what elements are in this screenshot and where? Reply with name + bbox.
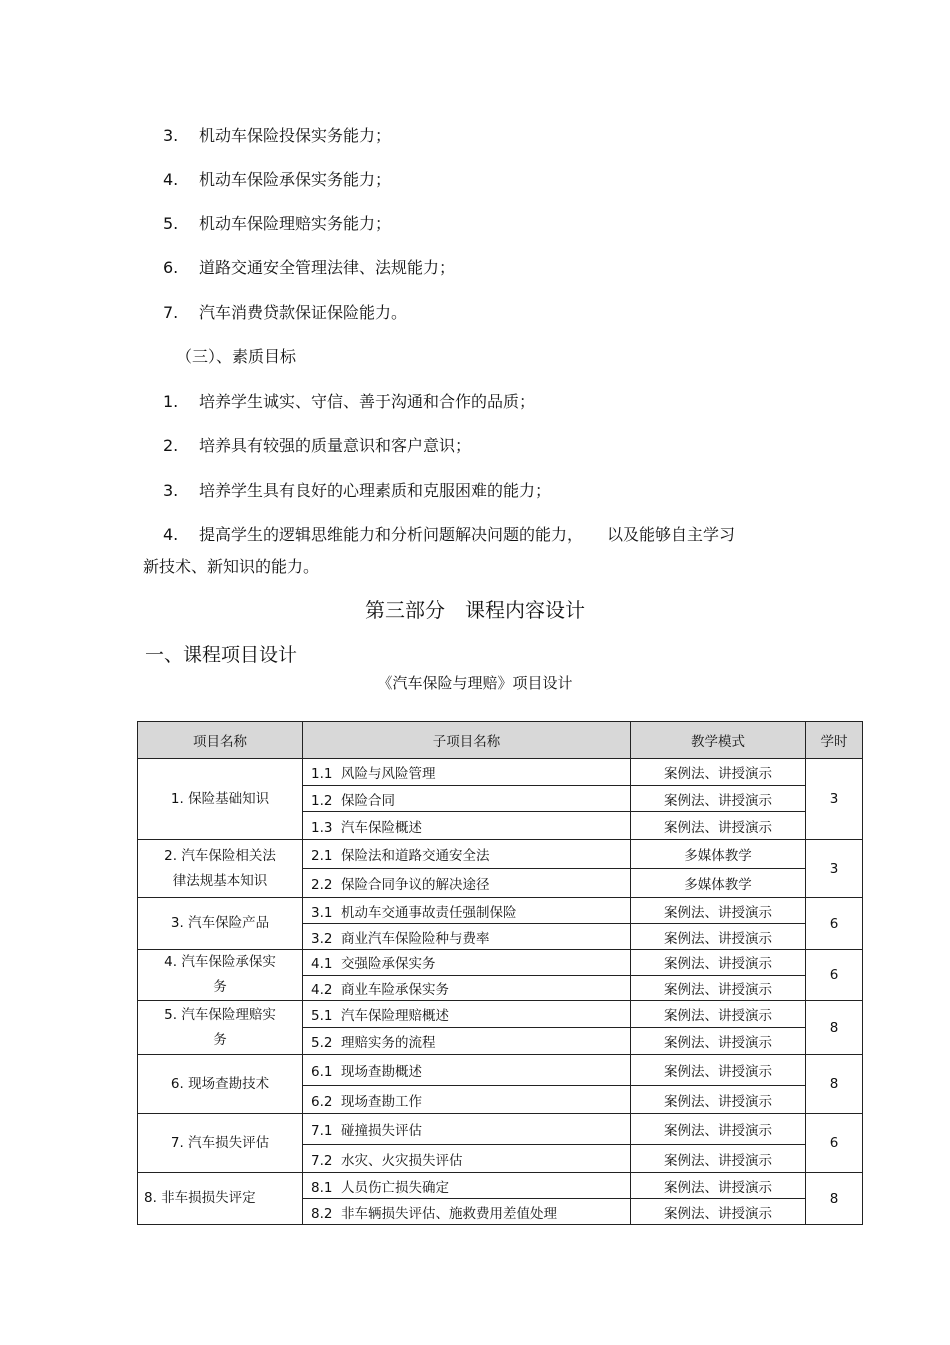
list-item	[163, 436, 471, 456]
table-row	[138, 898, 863, 924]
subproject-cell	[303, 1055, 631, 1086]
hours-cell: 8	[806, 1001, 863, 1055]
subproject-number: 7.1	[311, 1123, 333, 1139]
teaching-mode-cell: 案例法、讲授演示	[631, 759, 806, 786]
item-text: 机动车保险理赔实务能力；	[199, 214, 392, 233]
project-name: 3. 汽车保险产品	[170, 915, 270, 931]
teaching-mode-cell: 案例法、讲授演示	[631, 1173, 806, 1199]
subproject-number: 4.1	[311, 956, 333, 973]
teaching-mode-cell: 案例法、讲授演示	[631, 1114, 806, 1145]
project-name: 务	[213, 1031, 227, 1048]
list-item	[163, 214, 391, 234]
table-header-row	[138, 722, 863, 759]
project-name-cell	[138, 950, 303, 1001]
subproject-name: 汽车保险理赔概述	[341, 1008, 449, 1024]
project-name-cell	[138, 1173, 303, 1225]
subproject-cell	[303, 786, 631, 812]
item-text: 道路交通安全管理法律、法规能力；	[199, 258, 456, 277]
part-title: 第三部分 课程内容设计	[365, 598, 585, 622]
subproject-name: 现场查勘概述	[341, 1064, 422, 1080]
subproject-number: 2.1	[311, 848, 333, 864]
item-number: 6.	[163, 258, 179, 277]
teaching-mode-cell: 多媒体教学	[631, 869, 806, 898]
subproject-cell	[303, 924, 631, 950]
item-number: 2.	[163, 436, 179, 455]
subproject-number: 1.1	[311, 766, 333, 782]
project-name: 6. 现场查勘技术	[170, 1075, 270, 1092]
teaching-mode-cell: 案例法、讲授演示	[631, 1028, 806, 1055]
subproject-number: 8.2	[311, 1205, 333, 1222]
project-name: 务	[213, 979, 227, 995]
table-row	[138, 1114, 863, 1145]
table-row	[138, 840, 863, 869]
subproject-cell	[303, 840, 631, 869]
subproject-cell	[303, 1173, 631, 1199]
list-item	[163, 303, 407, 323]
teaching-mode-cell: 案例法、讲授演示	[631, 898, 806, 924]
teaching-mode-cell: 案例法、讲授演示	[631, 1086, 806, 1114]
teaching-mode-cell: 案例法、讲授演示	[631, 1145, 806, 1173]
list-item	[163, 525, 735, 545]
item-number: 4.	[163, 170, 179, 189]
item-text: 提高学生的逻辑思维能力和分析问题解决问题的能力， 以及能够自主学习	[199, 525, 736, 544]
subproject-name: 人员伤亡损失确定	[341, 1179, 449, 1196]
project-name: 律法规基本知识	[172, 872, 268, 889]
teaching-mode-cell: 案例法、讲授演示	[631, 812, 806, 840]
teaching-mode-cell: 案例法、讲授演示	[631, 975, 806, 1001]
teaching-mode-cell: 案例法、讲授演示	[631, 1199, 806, 1225]
table-row	[138, 759, 863, 786]
project-name-cell	[138, 1055, 303, 1114]
project-name: 8. 非车损损失评定	[144, 1190, 256, 1206]
subproject-name: 保险合同争议的解决途径	[341, 877, 490, 893]
subproject-number: 8.1	[311, 1179, 333, 1196]
list-item	[163, 258, 455, 278]
list-item	[163, 170, 391, 190]
item-text: 汽车消费贷款保证保险能力。	[199, 303, 408, 322]
project-name-cell	[138, 759, 303, 840]
subproject-cell	[303, 1199, 631, 1225]
subproject-number: 5.1	[311, 1008, 333, 1024]
subproject-name: 商业汽车保险险种与费率	[341, 930, 490, 947]
item-number: 1.	[163, 392, 179, 411]
table-row	[138, 1001, 863, 1028]
project-name: 5. 汽车保险理赔实	[164, 1006, 276, 1023]
subproject-number: 2.2	[311, 877, 333, 893]
project-design-table	[137, 721, 863, 1225]
subproject-name: 理赔实务的流程	[341, 1035, 436, 1051]
hours-cell: 3	[806, 759, 863, 840]
subproject-name: 保险法和道路交通安全法	[341, 848, 490, 864]
quality-heading: （三）、素质目标	[176, 347, 297, 366]
item-number: 4.	[163, 525, 179, 544]
teaching-mode-cell: 案例法、讲授演示	[631, 950, 806, 976]
subproject-cell	[303, 1001, 631, 1028]
item-text: 机动车保险承保实务能力；	[199, 170, 392, 189]
project-name: 1. 保险基础知识	[170, 790, 270, 807]
hours-cell: 8	[806, 1055, 863, 1114]
subproject-cell	[303, 869, 631, 898]
table-caption: 《汽车保险与理赔》项目设计	[377, 674, 573, 692]
subproject-cell	[303, 898, 631, 924]
teaching-mode-cell: 案例法、讲授演示	[631, 1001, 806, 1028]
item-number: 5.	[163, 214, 179, 233]
subproject-name: 碰撞损失评估	[341, 1123, 422, 1139]
list-item-continuation: 新技术、新知识的能力。	[143, 557, 320, 576]
subproject-cell	[303, 1086, 631, 1114]
list-item	[163, 126, 391, 146]
item-text: 培养学生具有良好的心理素质和克服困难的能力；	[199, 481, 552, 500]
subproject-number: 1.3	[311, 819, 333, 836]
item-number: 3.	[163, 126, 179, 145]
project-name-cell	[138, 840, 303, 898]
subproject-number: 3.2	[311, 930, 333, 947]
subproject-number: 5.2	[311, 1035, 333, 1051]
subproject-cell	[303, 975, 631, 1001]
subproject-name: 机动车交通事故责任强制保险	[341, 904, 517, 921]
item-number: 7.	[163, 303, 179, 322]
header-subproject-name: 子项目名称	[303, 722, 631, 759]
project-name: 7. 汽车损失评估	[170, 1134, 270, 1151]
header-hours: 学时	[806, 722, 863, 759]
subproject-cell	[303, 1145, 631, 1173]
subproject-name: 保险合同	[341, 792, 395, 809]
project-name: 4. 汽车保险承保实	[164, 954, 276, 970]
table-row	[138, 1173, 863, 1199]
project-name-cell	[138, 898, 303, 950]
project-name: 2. 汽车保险相关法	[164, 847, 276, 864]
subproject-name: 水灾、火灾损失评估	[341, 1152, 463, 1169]
subproject-name: 现场查勘工作	[341, 1093, 422, 1110]
subproject-number: 1.2	[311, 792, 333, 809]
subproject-cell	[303, 1028, 631, 1055]
item-text: 培养具有较强的质量意识和客户意识；	[199, 436, 472, 455]
teaching-mode-cell: 案例法、讲授演示	[631, 924, 806, 950]
hours-cell: 6	[806, 1114, 863, 1173]
subproject-number: 7.2	[311, 1152, 333, 1169]
section-title: 一、课程项目设计	[145, 644, 298, 666]
subproject-name: 商业车险承保实务	[341, 981, 449, 998]
hours-cell: 8	[806, 1173, 863, 1225]
subproject-number: 4.2	[311, 981, 333, 998]
teaching-mode-cell: 案例法、讲授演示	[631, 1055, 806, 1086]
header-teaching-mode: 教学模式	[631, 722, 806, 759]
hours-cell: 6	[806, 950, 863, 1001]
subproject-name: 交强险承保实务	[341, 956, 436, 973]
item-text: 机动车保险投保实务能力；	[199, 126, 392, 145]
subproject-cell	[303, 759, 631, 786]
list-item	[163, 481, 551, 501]
item-text: 培养学生诚实、守信、善于沟通和合作的品质；	[199, 392, 536, 411]
subproject-cell	[303, 812, 631, 840]
subproject-cell	[303, 950, 631, 976]
subproject-number: 6.1	[311, 1064, 333, 1080]
teaching-mode-cell: 多媒体教学	[631, 840, 806, 869]
project-name-cell	[138, 1114, 303, 1173]
table-row	[138, 1055, 863, 1086]
item-number: 3.	[163, 481, 179, 500]
subproject-cell	[303, 1114, 631, 1145]
project-name-cell	[138, 1001, 303, 1055]
list-item	[163, 392, 535, 412]
subproject-name: 非车辆损失评估、施救费用差值处理	[341, 1205, 557, 1222]
subproject-number: 6.2	[311, 1093, 333, 1110]
header-project-name: 项目名称	[138, 722, 303, 759]
subproject-name: 风险与风险管理	[341, 766, 436, 782]
subproject-name: 汽车保险概述	[341, 819, 422, 836]
hours-cell: 3	[806, 840, 863, 898]
teaching-mode-cell: 案例法、讲授演示	[631, 786, 806, 812]
hours-cell: 6	[806, 898, 863, 950]
table-row	[138, 950, 863, 976]
subproject-number: 3.1	[311, 904, 333, 921]
